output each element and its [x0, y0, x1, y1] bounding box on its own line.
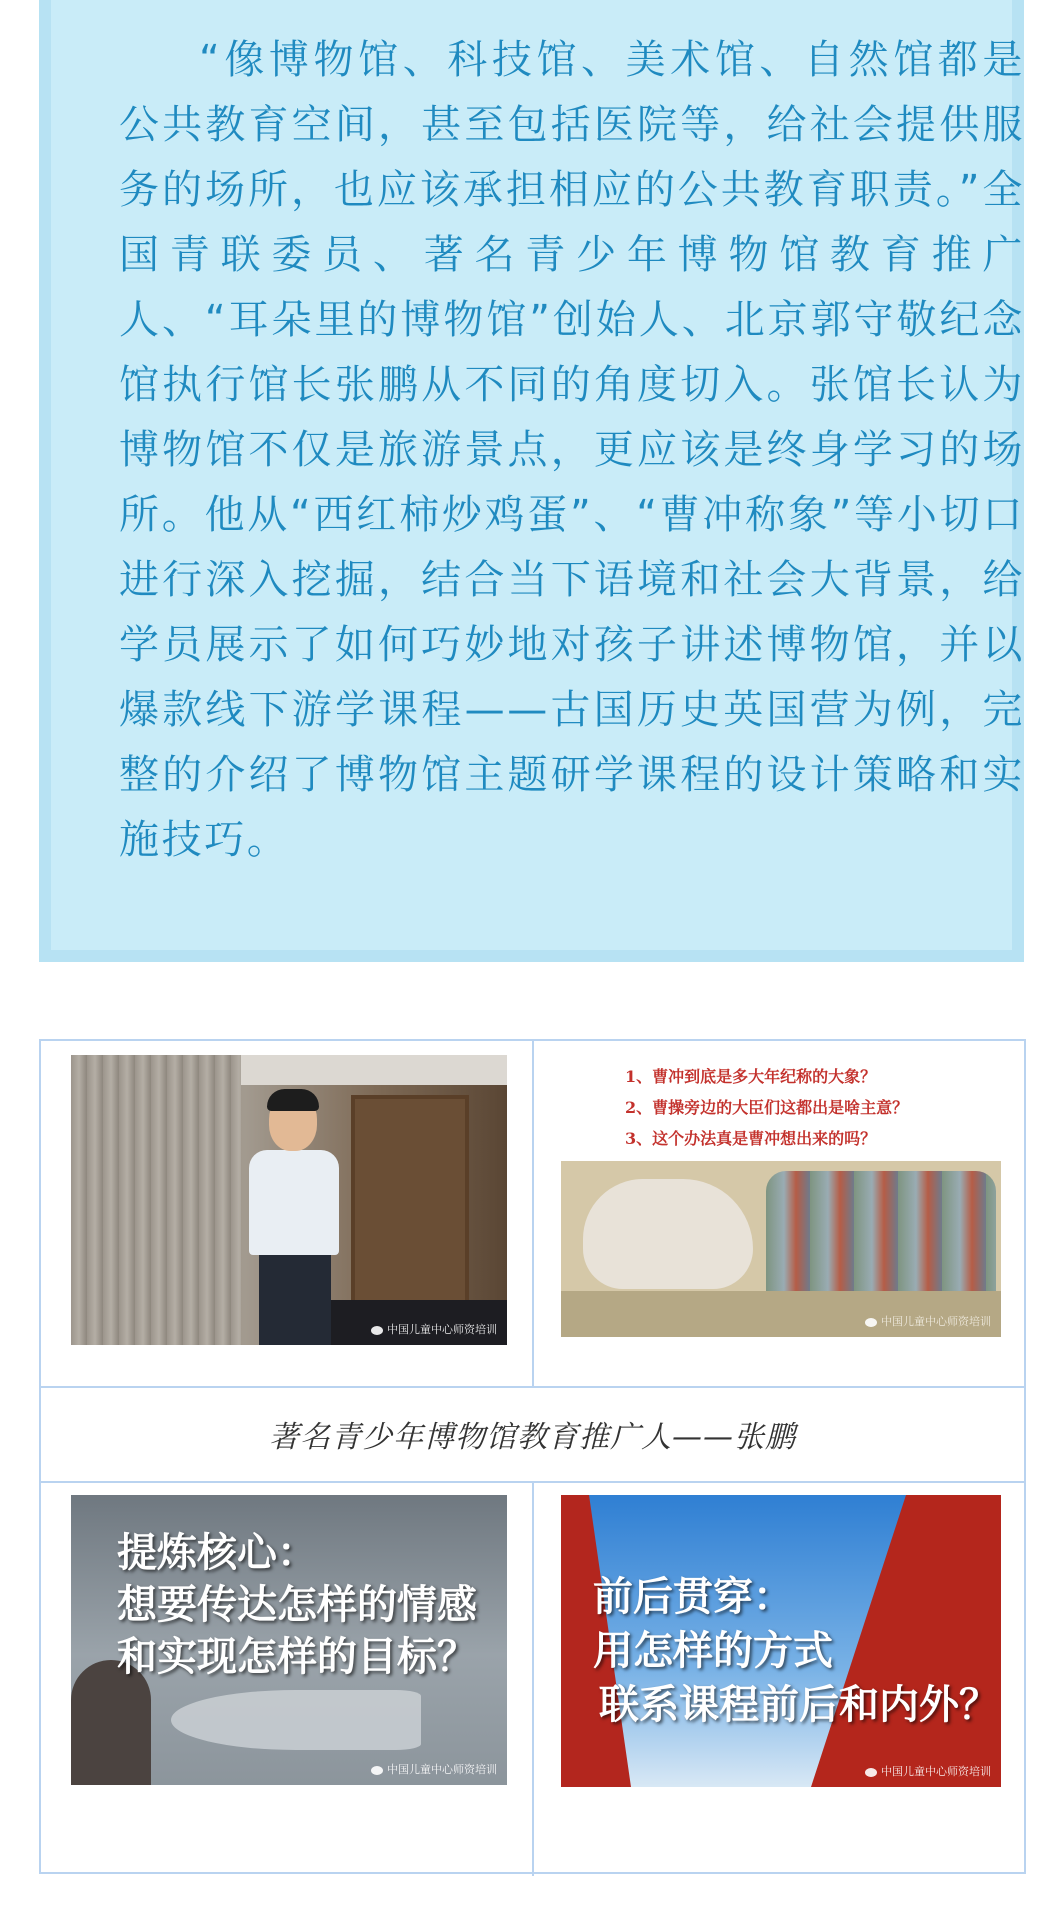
watermark	[865, 1763, 991, 1779]
wechat-icon	[371, 1766, 383, 1775]
watermark-text: 中国儿童中心师资培训	[881, 1765, 991, 1778]
slide-line: 和实现怎样的目标？	[117, 1633, 477, 1680]
watermark-text: 中国儿童中心师资培训	[881, 1315, 991, 1328]
photo-grid	[39, 1039, 1026, 1874]
curtain	[71, 1055, 241, 1345]
speaker-photo[interactable]	[71, 1055, 507, 1345]
slide-question: 3、这个办法真是曹冲想出来的吗？	[625, 1129, 877, 1148]
watermark	[371, 1761, 497, 1777]
speaker-legs	[259, 1253, 331, 1345]
watermark-text: 中国儿童中心师资培训	[387, 1763, 497, 1776]
watermark	[865, 1313, 991, 1329]
crowd-illustration	[766, 1171, 996, 1291]
photo-caption: 著名青少年博物馆教育推广人——张鹏	[269, 1419, 796, 1455]
red-wall-right	[811, 1495, 1001, 1787]
slide-question-list	[625, 1061, 908, 1154]
speaker-body	[249, 1150, 339, 1255]
wechat-icon	[865, 1318, 877, 1327]
elephant-illustration	[583, 1179, 753, 1289]
slide-heading: 提炼核心：	[117, 1529, 317, 1576]
slide-question: 1、曹冲到底是多大年纪称的大象？	[625, 1067, 877, 1086]
grid-divider	[532, 1041, 534, 1386]
slide-line: 联系课程前后和内外？	[599, 1681, 999, 1728]
red-wall-slide-photo[interactable]	[561, 1495, 1001, 1787]
hangar-slide-photo[interactable]	[71, 1495, 507, 1785]
slide-question: 2、曹操旁边的大臣们这都出是啥主意？	[625, 1098, 909, 1117]
speaker-hair	[267, 1089, 319, 1111]
wechat-icon	[865, 1768, 877, 1777]
quote-paragraph: “像博物馆、科技馆、美术馆、自然馆都是公共教育空间，甚至包括医院等，给社会提供服务的场所，也应该承担相应的公共教育职责。”全国青联委员、著名青少年博物馆教育推广人、“耳朵里的博物馆”创始人、北京郭守敬纪念馆执行馆长张鹏从不同的角度切入。张馆长认为博物馆不仅是旅游景点，更应该是终身学习的场所。他从“西红柿炒鸡蛋”、“曹冲称象”等小切口进行深入挖掘，结合当下语境和社会大背景，给学员展示了如何巧妙地对孩子讲述博物馆，并以爆款线下游学课程——古国历史英国营为例，完整的介绍了博物馆主题研学课程的设计策略和实施技巧。	[119, 37, 1025, 863]
elephant-painting	[561, 1161, 1001, 1337]
airplane-illustration	[171, 1690, 421, 1750]
wechat-icon	[371, 1326, 383, 1335]
watermark	[371, 1321, 497, 1337]
watermark-text: 中国儿童中心师资培训	[387, 1323, 497, 1336]
slide-heading: 前后贯穿：	[593, 1573, 793, 1620]
elephant-slide-photo[interactable]	[561, 1049, 1001, 1349]
grid-divider	[532, 1481, 534, 1876]
quote-box	[39, 0, 1024, 962]
quote-text	[119, 28, 1025, 873]
slide-line: 想要传达怎样的情感	[117, 1581, 477, 1628]
slide-line: 用怎样的方式	[593, 1627, 833, 1674]
